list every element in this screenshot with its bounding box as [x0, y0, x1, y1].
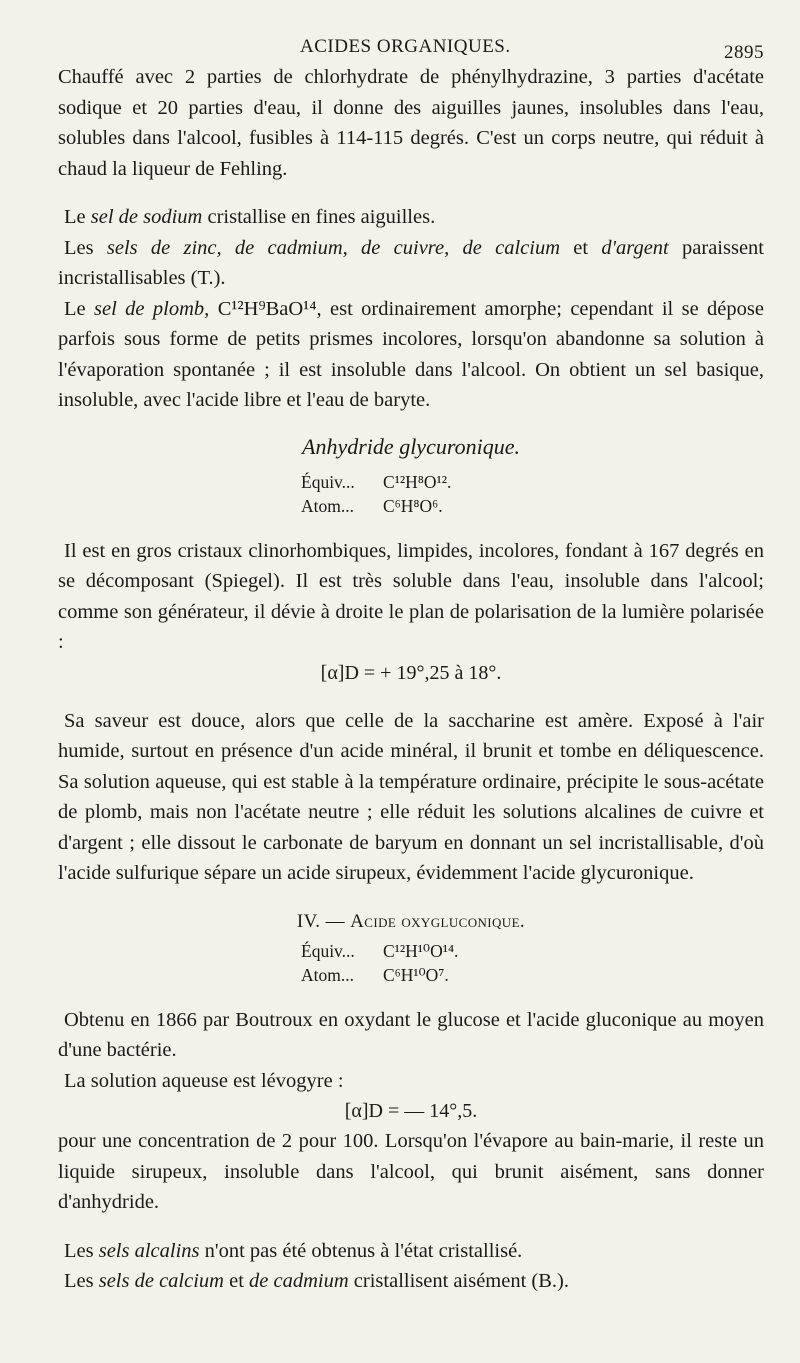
- page-header: [58, 32, 764, 62]
- page-number: 2895: [724, 42, 764, 63]
- paragraph-crystals: Il est en gros cristaux clinorhombiques, limpides, incolores, fondant à 167 degrés en se décomposant (Spiegel). Il est très soluble dans l'eau, insoluble dans l'alcool; comme son générateur, il dévie à droite le plan de polarisation de la lumière polarisée :: [58, 539, 764, 653]
- running-title: ACIDES ORGANIQUES.: [300, 36, 511, 57]
- paragraph-alkaline-salts: Les sels alcalins n'ont pas été obtenus à l'état cristallisé.: [64, 1239, 523, 1262]
- formula-anhydride: Équiv... C¹²H⁸O¹². Atom... C⁶H⁸O⁶.: [301, 471, 452, 516]
- paragraph-phenylhydrazine: Chauffé avec 2 parties de chlorhydrate de phénylhydrazine, 3 parties d'acétate sodique et 20 parties d'eau, il donne des aiguilles jaunes, insolubles dans l'eau, solubles dans l'alcool, fusibles à 114-115 degrés. C'est un corps neutre, qui réduit à chaud la liqueur de Fehling.: [58, 66, 764, 180]
- paragraph-concentration: pour une concentration de 2 pour 100. Lorsqu'on l'évapore au bain-marie, il reste un liquide sirupeux, insoluble dans l'alcool, qui brunit aisément, sans donner d'anhydride.: [58, 1130, 764, 1213]
- section-heading-oxygluconique: IV. — Acide oxygluconique.: [296, 910, 526, 932]
- formula-oxygluconique: Équiv... C¹²H¹⁰O¹⁴. Atom... C⁶H¹⁰O⁷.: [301, 940, 459, 985]
- paragraph-saveur: Sa saveur est douce, alors que celle de la saccharine est amère. Exposé à l'air humide, surtout en présence d'un acide minéral, il brunit et tombe en déliquescence. Sa solution aqueuse, qui est stable à la température ordinaire, précipite le sous-acétate de plomb, mais non l'acétate neutre ; elle réduit les solutions alcalines de cuivre et d'argent ; elle dissout le carbonate de baryum en donnant un sel incristallisable, d'où l'acide sulfurique sépare un acide sirupeux, évidemment l'acide glycuronique.: [58, 709, 764, 884]
- paragraph-sodium-salt: Le sel de sodium cristallise en fines aiguilles.: [64, 206, 436, 228]
- heading-anhydride: Anhydride glycuronique.: [302, 433, 520, 459]
- rotation-equation-1: [α]D = + 19°,25 à 18°.: [320, 661, 502, 684]
- paragraph-levogyre: La solution aqueuse est lévogyre :: [64, 1069, 344, 1092]
- paragraph-boutroux: Obtenu en 1866 par Boutroux en oxydant le glucose et l'acide gluconique au moyen d'une bactérie.: [58, 1008, 764, 1061]
- paragraph-metal-salts: Les sels de zinc, de cadmium, de cuivre, de calcium et d'argent paraissent incristallisables (T.).: [58, 236, 764, 289]
- paragraph-lead-salt: Le sel de plomb, C¹²H⁹BaO¹⁴, est ordinairement amorphe; cependant il se dépose parfois sous forme de petits prismes incolores, lorsqu'on abandonne sa solution à l'évaporation spontanée ; il est insoluble dans l'alcool. On obtient un sel basique, insoluble, avec l'acide libre et l'eau de baryte.: [58, 297, 764, 411]
- rotation-equation-2: [α]D = — 14°,5.: [344, 1100, 478, 1122]
- paragraph-calcium-cadmium: Les sels de calcium et de cadmium cristallisent aisément (B.).: [64, 1270, 569, 1292]
